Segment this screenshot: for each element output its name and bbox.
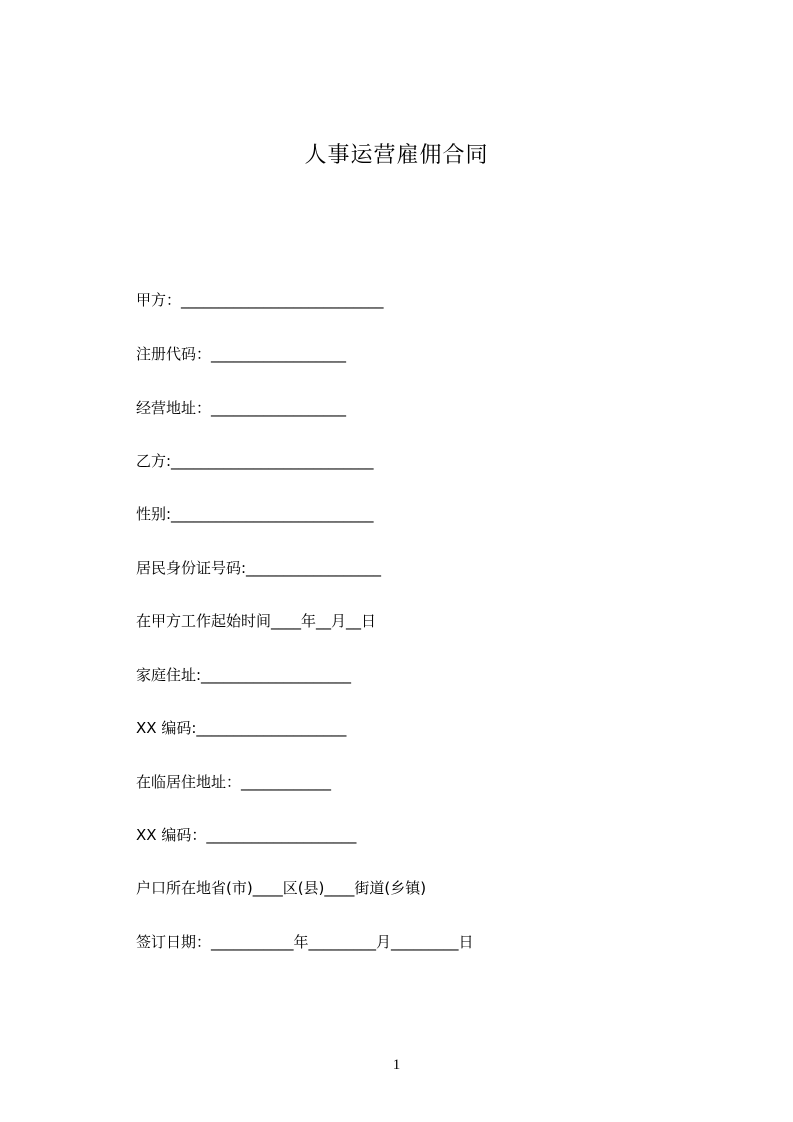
party-b-field: 乙方:___________________________ [136,452,374,470]
household-registration-field: 户口所在地省(市)____区(县)____街道(乡镇) [136,879,427,897]
business-address-field: 经营地址：__________________ [136,399,347,417]
temporary-address-field: 在临居住地址：____________ [136,773,332,791]
work-start-date-field: 在甲方工作起始时间____年__月__日 [136,612,377,630]
registration-code-field: 注册代码：__________________ [136,345,347,363]
postal-code-field-2: XX 编码：____________________ [136,826,357,844]
party-a-field: 甲方：___________________________ [136,291,384,309]
gender-field: 性别:___________________________ [136,505,374,523]
id-number-field: 居民身份证号码:__________________ [136,559,382,577]
signing-date-field: 签订日期：___________年_________月_________日 [136,933,474,951]
page-title: 人事运营雇佣合同 [304,143,489,168]
page-number: 1 [392,1057,401,1073]
home-address-field: 家庭住址:____________________ [136,666,352,684]
postal-code-field: XX 编码:____________________ [136,719,347,737]
